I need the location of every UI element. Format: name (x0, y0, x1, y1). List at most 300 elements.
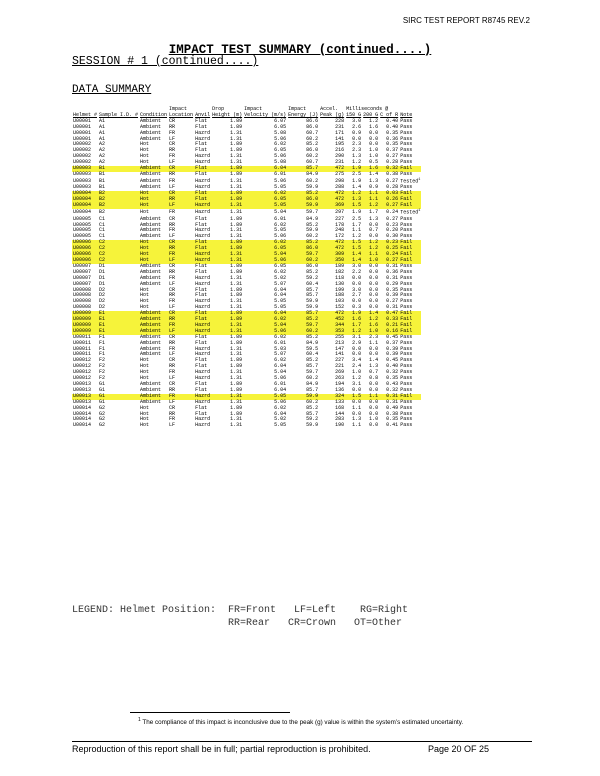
cell-peak-value: 255 (335, 333, 345, 340)
cell-200g-value: 1.2 (369, 316, 379, 323)
footer-reproduction-notice: Reproduction of this report shall be in full; partial reproduction is prohibited. (72, 744, 371, 754)
cell-location-value: LF (169, 280, 176, 287)
cell-energy-value: 86.6 (306, 117, 319, 124)
cell-condition-value: Ambient (140, 184, 162, 191)
cell-150g-value: 1.7 (352, 221, 362, 228)
cell-200g-value: 0.0 (369, 304, 379, 311)
cell-velocity-value: 5.05 (274, 298, 287, 305)
cell-note-value: Pass (400, 159, 413, 166)
cell-sample-id-value: G2 (99, 404, 106, 411)
cell-200g-value: 0.0 (369, 274, 379, 281)
cell-drop-height-value: 1.31 (230, 327, 243, 334)
cell-200g-value: 0.0 (369, 410, 379, 417)
cell-cofr-value: 0.27 (386, 298, 399, 305)
cell-velocity-value: 5.06 (274, 177, 287, 184)
cell-energy-value: 85.2 (306, 268, 319, 275)
footnote-ref: 1 (418, 177, 421, 182)
cell-anvil-value: Flat (195, 310, 208, 317)
cell-200g-value: 1.2 (369, 239, 379, 246)
cell-helmet-value: U00014 (73, 416, 92, 423)
cell-150g-value: 0.0 (352, 135, 362, 142)
cell-cofr-value: 0.45 (386, 333, 399, 340)
cell-200g-value: 0.0 (369, 345, 379, 352)
header-top-cell: Impact (288, 106, 307, 112)
cell-velocity-value: 5.06 (274, 256, 287, 263)
cell-note-value: Tested (400, 178, 419, 185)
cell-note-value: Pass (400, 386, 413, 393)
cell-150g-value: 2.2 (352, 268, 362, 275)
cell-drop-height-value: 1.31 (230, 177, 243, 184)
cell-note-value: Pass (400, 381, 413, 387)
cell-velocity-value: 6.05 (274, 123, 287, 130)
cell-200g-value: 1.1 (369, 339, 379, 346)
cell-cofr-value: 0.31 (386, 274, 399, 281)
cell-helmet-value: U00014 (73, 410, 92, 417)
cell-velocity-value: 6.04 (274, 292, 287, 299)
cell-anvil-value: Flat (195, 357, 208, 364)
cell-energy-value: 86.0 (306, 262, 319, 269)
cell-peak-value: 283 (335, 416, 345, 423)
cell-velocity-value: 6.05 (274, 262, 287, 269)
cell-200g-value: 1.1 (369, 196, 379, 203)
cell-energy-value: 84.9 (306, 339, 319, 346)
cell-cofr-value: 0.37 (386, 147, 399, 154)
cell-helmet-value: U00009 (73, 321, 92, 328)
cell-condition-value: Hot (140, 404, 150, 411)
cell-150g-value: 1.2 (352, 375, 362, 382)
cell-sample-id-value: E1 (99, 321, 106, 328)
cell-velocity-value: 5.04 (274, 208, 287, 215)
cell-drop-height-value: 1.89 (230, 245, 243, 252)
cell-condition (139, 423, 168, 429)
cell-location-value: FR (169, 392, 176, 399)
cell-note-value: Fail (400, 190, 413, 197)
cell-location-value: CR (169, 165, 176, 172)
cell-note-value: Tested (400, 209, 419, 216)
cell-200g-value: 1.3 (369, 215, 379, 222)
cell-energy-value: 86.0 (306, 147, 319, 154)
cell-location-value: CR (169, 262, 176, 269)
cell-helmet-value: U00009 (73, 310, 92, 317)
cell-cofr-value: 0.16 (386, 327, 399, 334)
cell-velocity-value: 5.08 (274, 159, 287, 166)
cell-drop-height-value: 1.89 (230, 196, 243, 203)
cell-velocity-value: 6.02 (274, 404, 287, 411)
cell-location-value: CR (169, 239, 176, 246)
header-150g: 150 G (346, 111, 362, 118)
report-id: SIRC TEST REPORT R8745 REV.2 (402, 16, 530, 25)
cell-drop-height-value: 1.31 (230, 256, 243, 263)
cell-location-value: LF (169, 351, 176, 358)
cell-location-value: RR (169, 170, 176, 177)
cell-condition-value: Hot (140, 410, 150, 417)
cell-sample-id-value: A1 (99, 123, 106, 130)
cell-peak-value: 221 (335, 363, 345, 370)
cell-150g-value: 1.3 (352, 416, 362, 423)
cell-helmet-value: U00006 (73, 239, 92, 246)
cell-sample-id-value: A1 (99, 129, 106, 136)
cell-cofr (379, 423, 399, 429)
cell-helmet-value: U00011 (73, 339, 92, 346)
cell-velocity-value: 5.05 (274, 392, 287, 399)
cell-sample-id-value: D2 (99, 292, 106, 299)
cell-location-value: CR (169, 117, 176, 124)
cell-anvil-value: Hazrd (195, 398, 211, 405)
cell-note-value: Pass (400, 147, 413, 154)
cell-energy-value: 60.2 (306, 135, 319, 142)
cell-energy-value: 85.7 (306, 410, 319, 417)
cell-energy-value: 59.9 (306, 392, 319, 399)
cell-velocity-value: 6.04 (274, 286, 287, 293)
cell-anvil-value: Hazrd (195, 392, 211, 399)
cell-peak-value: 227 (335, 357, 345, 364)
cell-location-value: RR (169, 221, 176, 228)
cell-150g-value: 0.0 (352, 386, 362, 393)
cell-helmet-value: U00005 (73, 227, 92, 234)
cell-energy-value: 85.7 (306, 292, 319, 299)
cell-peak-value: 472 (335, 190, 345, 197)
cell-200g-value: 1.3 (369, 177, 379, 184)
cell-drop-height-value: 1.89 (230, 286, 243, 293)
cell-note-value: Pass (400, 404, 413, 411)
cell-condition-value: Hot (140, 292, 150, 299)
cell-drop-height-value: 1.89 (230, 410, 243, 417)
cell-drop-height-value: 1.31 (230, 251, 243, 258)
cell-150g-value: 1.9 (352, 208, 362, 215)
cell-150g-value: 0.3 (352, 304, 362, 311)
header-velocity: Velocity (m/s) (244, 111, 287, 118)
cell-cofr-value: 0.39 (386, 351, 399, 358)
cell-sample-id-value: A2 (99, 141, 106, 148)
cell-200g-value: 0.0 (369, 292, 379, 299)
cell-drop-height-value: 1.89 (230, 190, 243, 197)
footnote-text: The compliance of this impact is inconclusive due to the peak (g) value is within the system’s estimated uncertainty. (140, 719, 464, 727)
section-title: DATA SUMMARY (72, 84, 152, 96)
cell-150g-value: 1.1 (352, 422, 362, 429)
cell-200g-value: 2.3 (369, 333, 379, 340)
cell-drop-height-value: 1.89 (230, 268, 243, 275)
cell-200g-value: 0.0 (369, 286, 379, 293)
cell-150g-value: 1.1 (352, 227, 362, 234)
header-top-cell: Impact (244, 106, 263, 112)
cell-location-value: LF (169, 159, 176, 166)
cell-helmet-value: U00007 (73, 274, 92, 281)
cell-cofr-value: 0.35 (386, 141, 399, 148)
cell-150g-value: 1.4 (352, 184, 362, 191)
cell-anvil-value: Flat (195, 215, 208, 222)
cell-location-value: LF (169, 422, 176, 429)
cell-cofr-value: 0.39 (386, 292, 399, 299)
cell-200g-value: 1.1 (369, 392, 379, 399)
cell-anvil-value: Hazrd (195, 280, 211, 287)
cell-drop-height-value: 1.89 (230, 292, 243, 299)
cell-200g-value: 1.2 (369, 245, 379, 252)
cell-helmet-value: U00011 (73, 345, 92, 352)
cell-sample-id-value: G1 (99, 386, 106, 393)
cell-velocity-value: 5.02 (274, 274, 287, 281)
cell-location-value: CR (169, 357, 176, 364)
cell-helmet-value: U00004 (73, 202, 92, 209)
cell-cofr-value: 0.35 (386, 286, 399, 293)
cell-sample-id-value: F2 (99, 357, 106, 364)
cell-velocity-value: 5.06 (274, 135, 287, 142)
cell-location-value: FR (169, 416, 176, 423)
cell-location-value: RR (169, 316, 176, 323)
cell-velocity-value: 6.07 (274, 117, 287, 124)
cell-200g-value: 0.0 (369, 404, 379, 411)
cell-note-value: Pass (400, 274, 413, 281)
cell-150g-value: 1.9 (352, 177, 362, 184)
cell-cofr-value: 0.31 (386, 262, 399, 269)
cell-200g-value: 0.0 (369, 422, 379, 429)
cell-helmet-value: U00011 (73, 351, 92, 358)
cell-anvil-value: Hazrd (195, 227, 211, 234)
cell-note-value: Pass (400, 286, 413, 293)
cell-drop-height-value: 1.89 (230, 147, 243, 154)
cell-peak-value: 133 (335, 398, 345, 405)
cell-peak-value: 130 (335, 280, 345, 287)
cell-condition-value: Ambient (140, 227, 162, 234)
cell-helmet-value: U00004 (73, 190, 92, 197)
cell-location-value: CR (169, 404, 176, 411)
cell-helmet-value: U00001 (73, 135, 92, 142)
cell-note-value: Pass (400, 141, 413, 148)
cell-drop-height-value: 1.31 (230, 375, 243, 382)
cell-velocity (243, 423, 287, 429)
cell-helmet-value: U00008 (73, 304, 92, 311)
cell-note-value: Pass (400, 304, 413, 311)
cell-helmet-value: U00001 (73, 123, 92, 130)
cell-cofr-value: 0.31 (386, 392, 399, 399)
cell-anvil-value: Flat (195, 196, 208, 203)
cell-150g-value: 2.4 (352, 363, 362, 370)
cell-condition-value: Hot (140, 286, 150, 293)
cell-peak-value: 188 (335, 292, 345, 299)
cell-energy-value: 85.7 (306, 386, 319, 393)
cell-cofr-value: 0.29 (386, 280, 399, 287)
cell-sample-id-value: D1 (99, 268, 106, 275)
cell-anvil-value: Flat (195, 316, 208, 323)
cell-200g-value: 0.0 (369, 398, 379, 405)
cell-anvil-value: Flat (195, 147, 208, 154)
cell-anvil-value: Hazrd (195, 304, 211, 311)
cell-note-value: Fail (400, 239, 413, 246)
cell-anvil-value: Hazrd (195, 129, 211, 136)
cell-sample-id-value: G2 (99, 422, 106, 429)
cell-anvil-value: Flat (195, 386, 208, 393)
cell-energy-value: 59.7 (306, 369, 319, 376)
cell-velocity-value: 5.07 (274, 351, 287, 358)
cell-anvil-value: Flat (195, 170, 208, 177)
cell-cofr-value: 0.31 (386, 398, 399, 405)
cell-location-value: RR (169, 339, 176, 346)
header-drop-height: Height (m) (212, 111, 243, 118)
cell-200g-value: 0.0 (369, 129, 379, 136)
cell-anvil-value: Flat (195, 333, 208, 340)
cell-condition-value: Hot (140, 357, 150, 364)
cell-anvil-value: Hazrd (195, 208, 211, 215)
cell-sample-id-value: F1 (99, 333, 106, 340)
cell-drop-height-value: 1.89 (230, 316, 243, 323)
cell-drop-height-value: 1.89 (230, 170, 243, 177)
cell-peak-value: 141 (335, 135, 345, 142)
cell-sample-id-value: C2 (99, 251, 106, 258)
cell-sample-id-value: G1 (99, 392, 106, 399)
cell-condition-value: Hot (140, 245, 150, 252)
cell-velocity-value: 6.01 (274, 339, 287, 346)
cell-condition-value: Hot (140, 304, 150, 311)
cell-peak-value: 194 (335, 381, 345, 387)
cell-peak-value: 231 (335, 159, 345, 166)
cell-peak-value: 344 (335, 321, 345, 328)
cell-energy-value: 60.2 (306, 375, 319, 382)
cell-cofr-value: 0.35 (386, 129, 399, 136)
cell-velocity-value: 6.05 (274, 196, 287, 203)
cell-note-value: Pass (400, 280, 413, 287)
cell-anvil-value: Flat (195, 410, 208, 417)
cell-condition-value: Hot (140, 256, 150, 263)
cell-cofr-value: 0.40 (386, 117, 399, 124)
cell-velocity-value: 5.04 (274, 251, 287, 258)
cell-energy-value: 85.2 (306, 404, 319, 411)
cell-anvil-value: Flat (195, 339, 208, 346)
cell-sample-id-value: D1 (99, 274, 106, 281)
cell-drop-height-value: 1.31 (230, 184, 243, 191)
cell-150g-value: 1.9 (352, 310, 362, 317)
cell-energy-value: 85.7 (306, 363, 319, 370)
cell-velocity-value: 5.08 (274, 129, 287, 136)
cell-energy-value: 59.9 (306, 227, 319, 234)
cell-velocity-value: 6.04 (274, 310, 287, 317)
cell-drop-height-value: 1.89 (230, 310, 243, 317)
cell-cofr-value: 0.28 (386, 184, 399, 191)
cell-condition-value: Ambient (140, 177, 162, 184)
cell-condition-value: Hot (140, 159, 150, 166)
cell-condition-value: Ambient (140, 321, 162, 328)
cell-anvil-value: Hazrd (195, 345, 211, 352)
cell-location-value: LF (169, 256, 176, 263)
cell-helmet-value: U00014 (73, 422, 92, 429)
cell-energy-value: 59.7 (306, 208, 319, 215)
cell-anvil-value: Hazrd (195, 159, 211, 166)
cell-peak-value: 171 (335, 129, 345, 136)
cell-velocity-value: 5.02 (274, 416, 287, 423)
cell-anvil-value: Hazrd (195, 274, 211, 281)
cell-peak-value: 269 (335, 369, 345, 376)
footnote (138, 717, 463, 726)
cell-velocity-value: 6.02 (274, 190, 287, 197)
cell-location-value: RR (169, 123, 176, 130)
cell-helmet-value: U00003 (73, 170, 92, 177)
cell-peak-value: 178 (335, 221, 345, 228)
cell-cofr-value: 0.26 (386, 196, 399, 203)
cell-200g-value: 1.4 (369, 170, 379, 177)
cell-sample-id-value: C1 (99, 221, 106, 228)
cell-note-value: Fail (400, 392, 413, 399)
cell-condition-value: Hot (140, 153, 150, 160)
cell-energy-value: 86.0 (306, 196, 319, 203)
cell-velocity-value: 5.04 (274, 369, 287, 376)
cell-condition-value: Ambient (140, 392, 162, 399)
cell-location-value: FR (169, 251, 176, 258)
cell-note-value: Pass (400, 369, 413, 376)
cell-note-value: Pass (400, 221, 413, 228)
cell-helmet-value: U00013 (73, 381, 92, 387)
cell-anvil-value: Hazrd (195, 153, 211, 160)
cell-anvil-value: Flat (195, 381, 208, 387)
cell-note-value: Pass (400, 292, 413, 299)
cell-note-value: Pass (400, 398, 413, 405)
cell-150g-value: 2.3 (352, 141, 362, 148)
header-energy: Energy (J) (288, 111, 319, 118)
cell-sample-id-value: B2 (99, 208, 106, 215)
table-row (72, 423, 421, 429)
cell-drop-height-value: 1.31 (230, 280, 243, 287)
cell-drop-height (211, 423, 243, 429)
cell-drop-height-value: 1.89 (230, 381, 243, 387)
cell-anvil-value: Hazrd (195, 298, 211, 305)
cell-anvil-value: Flat (195, 404, 208, 411)
cell-drop-height-value: 1.31 (230, 153, 243, 160)
cell-cofr-value: 0.27 (386, 256, 399, 263)
cell-energy-value: 60.4 (306, 351, 319, 358)
cell-150g-value: 1.9 (352, 165, 362, 172)
cell-energy-value: 60.2 (306, 153, 319, 160)
cell-condition-value: Ambient (140, 221, 162, 228)
cell-peak-value: 168 (335, 404, 345, 411)
cell-location-value: FR (169, 345, 176, 352)
cell-location (168, 423, 194, 429)
legend-line-2: RR=Rear CR=Crown OT=Other (72, 618, 403, 629)
cell-helmet-value: U00007 (73, 280, 92, 287)
cell-drop-height-value: 1.89 (230, 215, 243, 222)
cell-cofr-value: 0.30 (386, 233, 399, 240)
cell-helmet-value: U00012 (73, 357, 92, 364)
cell-peak-value: 190 (335, 422, 345, 429)
cell-condition-value: Ambient (140, 262, 162, 269)
cell-condition-value: Ambient (140, 398, 162, 405)
cell-location-value: RR (169, 268, 176, 275)
cell-velocity-value: 6.04 (274, 165, 287, 172)
cell-200g-value: 1.1 (369, 251, 379, 258)
cell-200g-value: 1.6 (369, 123, 379, 130)
cell-cofr-value: 0.38 (386, 410, 399, 417)
cell-150g-value: 0.0 (352, 398, 362, 405)
cell-150g-value: 3.1 (352, 333, 362, 340)
cell-peak-value: 309 (335, 251, 345, 258)
cell-location-value: CR (169, 310, 176, 317)
cell-peak-value: 103 (335, 298, 345, 305)
cell-150g-value: 3.0 (352, 117, 362, 124)
cell-200g-value: 0.0 (369, 351, 379, 358)
cell-energy-value: 59.9 (306, 202, 319, 209)
cell-200g-value: 0.0 (369, 381, 379, 387)
cell-condition-value: Hot (140, 298, 150, 305)
cell-condition-value: Hot (140, 202, 150, 209)
cell-peak-value: 195 (335, 141, 345, 148)
cell-150g-value: 1.5 (352, 392, 362, 399)
cell-sample-id-value: D2 (99, 286, 106, 293)
cell-energy-value: 59.7 (306, 251, 319, 258)
cell-150g-value: 3.0 (352, 286, 362, 293)
cell-200g-value: 0.0 (369, 141, 379, 148)
cell-anvil-value: Hazrd (195, 184, 211, 191)
cell-anvil-value: Flat (195, 262, 208, 269)
cell-helmet-value: U00008 (73, 298, 92, 305)
cell-150g-value: 1.2 (352, 190, 362, 197)
cell-location-value: LF (169, 327, 176, 334)
cell-cofr-value: 0.23 (386, 239, 399, 246)
